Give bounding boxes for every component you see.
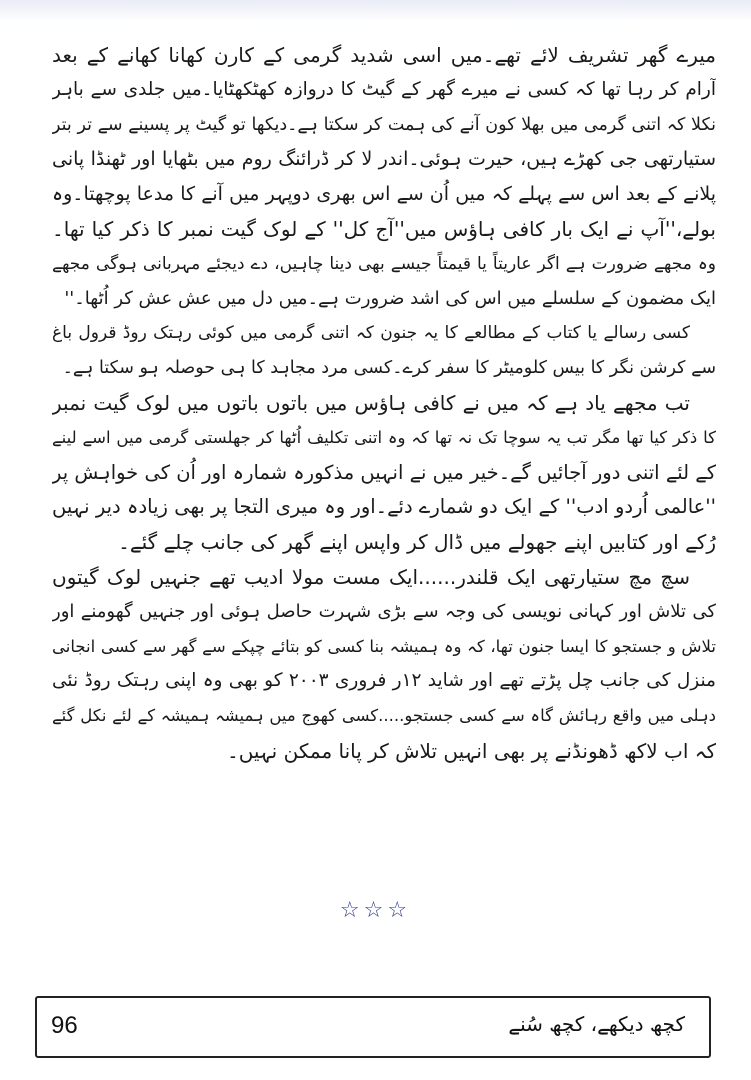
text-line: میرے گھر تشریف لائے تھے۔میں اسی شدید گرمی کے کارن کھانا کھانے کے بعد: [52, 43, 716, 67]
text-line: نکلا کہ اتنی گرمی میں بھلا کون آنے کی ہمت کر سکتا ہے۔دیکھا تو گیٹ پر پسینے سے تر بتر: [52, 114, 716, 135]
text-line: دہلی میں واقع رہائش گاہ سے کسی جستجو.....کسی کھوج میں ہمیشہ ہمیشہ کے لئے نکل گئے: [52, 706, 716, 726]
text-line: کہ اب لاکھ ڈھونڈنے پر بھی انہیں تلاش کر پانا ممکن نہیں۔: [226, 738, 716, 763]
text-line: ''عالمی اُردو ادب'' کے ایک دو شمارے دئے۔اور وہ میری التجا پر بھی زیادہ دیر نہیں: [52, 495, 716, 519]
text-line: سچ مچ ستیارتھی ایک قلندر......ایک مست مولا ادیب تھے جنہیں لوک گیتوں: [52, 564, 690, 589]
page-number: 96: [51, 1012, 78, 1039]
text-line: کا ذکر کیا تھا مگر تب یہ سوچا تک نہ تھا کہ وہ اتنی تکلیف اُٹھا کر جھلستی گرمی میں اسے لینے: [52, 427, 716, 447]
scan-top-edge: [0, 0, 751, 22]
text-line: سے کرشن نگر کا بیس کلومیٹر کا سفر کرے۔کسی مرد مجاہد کا ہی حوصلہ ہو سکتا ہے۔: [62, 358, 716, 379]
text-line: آرام کر رہا تھا کہ کسی نے میرے گھر کے گیٹ کا دروازہ کھٹکھٹایا۔میں جلدی سے باہر: [52, 78, 716, 100]
text-line: پلانے کے بعد اس سے پہلے کہ میں اُن سے اس بھری دوپہر میں آنے کا مدعا پوچھتا۔وہ: [52, 183, 716, 206]
text-line: تلاش و جستجو کا ایسا جنون تھا، کہ وہ ہمیشہ بنا کسی کو بتائے چپکے سے گھر سے کسی انجانی: [52, 636, 716, 656]
text-line: بولے،''آپ نے ایک بار کافی ہاؤس میں''آج کل'' کے لوک گیت نمبر کا ذکر کیا تھا۔: [52, 216, 716, 241]
text-line: ستیارتھی جی کھڑے ہیں، حیرت ہوئی۔اندر لا کر ڈرائنگ روم میں بٹھایا اور ٹھنڈا پانی: [52, 148, 716, 171]
book-title: کچھ دیکھے، کچھ سُنے: [508, 1012, 685, 1036]
text-line: ایک مضمون کے سلسلے میں اس کی اشد ضرورت ہے۔میں دل میں عش عش کر اُٹھا۔'': [64, 287, 716, 309]
section-separator-stars: ☆☆☆: [339, 898, 412, 923]
text-line: کی تلاش اور کہانی نویسی کی وجہ سے بڑی شہرت حاصل ہوئی اور جنہیں گھومنے اور: [52, 600, 716, 622]
text-line: کسی رسالے یا کتاب کے مطالعے کا یہ جنون کہ اتنی گرمی میں کوئی رہتک روڈ قرول باغ: [52, 323, 690, 344]
text-line: رُکے اور کتابیں اپنے جھولے میں ڈال کر واپس اپنے گھر کی جانب چلے گئے۔: [118, 530, 716, 555]
page-footer: [35, 996, 711, 1058]
text-line: منزل کی جانب چل پڑتے تھے اور شاید ۱۲ر فروری ۲۰۰۳ کو بھی وہ اپنی رہتک روڈ نئی: [52, 670, 716, 692]
text-line: تب مجھے یاد ہے کہ میں نے کافی ہاؤس میں باتوں باتوں میں لوک گیت نمبر: [52, 390, 690, 415]
text-line: کے لئے اتنی دور آجائیں گے۔خیر میں نے انہیں مذکورہ شمارہ اور اُن کی خواہش پر: [52, 460, 716, 484]
text-line: وہ مجھے ضرورت ہے اگر عاریتاً یا قیمتاً جیسے بھی دینا چاہیں، دے دیجئے مہربانی ہوگی مجھے: [52, 253, 716, 274]
page-body: [52, 38, 716, 769]
